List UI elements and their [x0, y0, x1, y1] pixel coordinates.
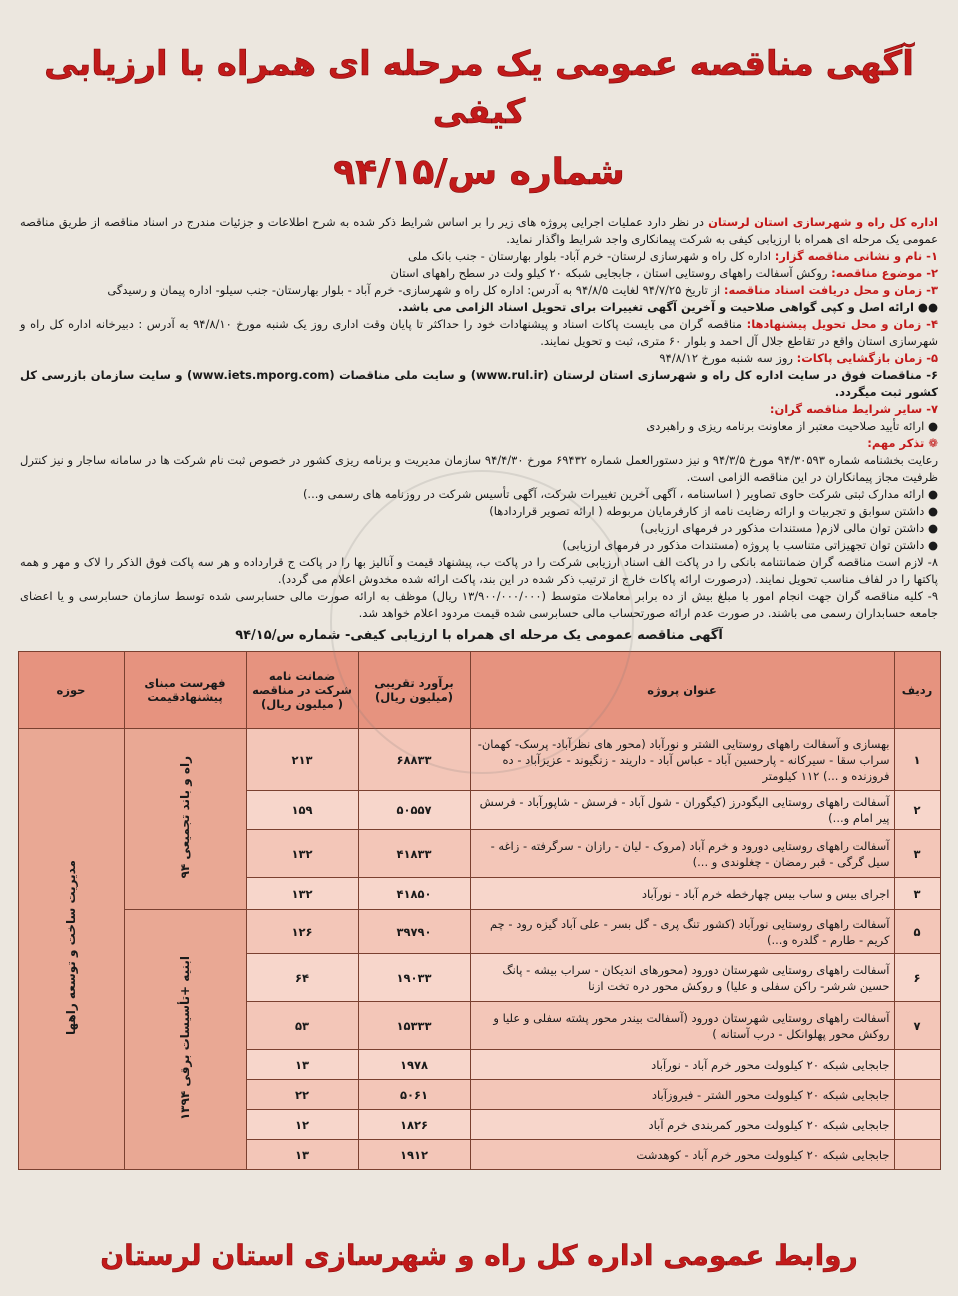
row-number: ۷: [894, 1002, 940, 1050]
item-2-label: ۲- موضوع مناقصه:: [831, 266, 938, 280]
estimate-value: ۱۹۰۳۳: [358, 954, 470, 1002]
item-3-text: از تاریخ ۹۴/۷/۲۵ لغایت ۹۴/۸/۵ به آدرس: اداره کل راه و شهرسازی- خرم آباد - بلوار بهارستان- جنب سیلو- اداره پیمان و رسیدگی: [107, 283, 724, 297]
project-name: آسفالت راههای روستایی دورود و خرم آباد (مروک - لیان - رازان - سرگرفته - زاغه - سیل گرگی - قبر رمضان - چغلوندی و ...): [470, 830, 894, 878]
row-number: [894, 1110, 940, 1140]
notice-body: [12, 214, 946, 622]
item-6: [20, 367, 938, 401]
project-name: بهسازی و آسفالت راههای روستایی الشتر و نورآباد (محور های نظرآباد- پرسک- کهمان- سراب سقا - سیرکانه - پارحسین آباد - عباس آباد - داریند - زنگیوند - عزیزآباد - ده فروزنده و ...) ۱۱۲ کیلومتر: [470, 729, 894, 791]
reminder-bullet-1: ● ارائه مدارک ثبتی شرکت حاوی تصاویر ( اساسنامه ، آگهی آخرین تغییرات شرکت، آگهی تأسیس شرکت در روزنامه های رسمی و...): [302, 487, 938, 501]
area-cell: [18, 729, 124, 1170]
estimate-value: ۳۹۷۹۰: [358, 910, 470, 954]
guarantee-value: ۱۲: [246, 1110, 358, 1140]
estimate-value: ۵۰۵۵۷: [358, 791, 470, 830]
item-1-label: ۱- نام و نشانی مناقصه گزار:: [774, 249, 938, 263]
estimate-value: ۶۸۸۳۳: [358, 729, 470, 791]
notice-number: شماره س/۹۴/۱۵: [333, 152, 625, 193]
intro-paragraph: [20, 214, 938, 248]
item-5-label: ۵- زمان بازگشایی پاکات:: [796, 351, 938, 365]
item-3-note-bullet: ●●: [913, 300, 938, 314]
project-name: اجرای بیس و ساب بیس چهارخطه خرم آباد - نورآباد: [470, 878, 894, 910]
item-4-text: مناقصه گران می بایست پاکات اسناد و پیشنهادات خود را حداکثر تا پایان وقت اداری روز یک شنبه مورخ ۹۴/۸/۱۰ به آدرس : دبیرخانه اداره کل راه و شهرسازی استان واقع در تقاطع جلال آل احمد و بلوار ۶۰ متری، ثبت و تحویل نمایند.: [20, 317, 938, 348]
project-name: جابجایی شبکه ۲۰ کیلوولت محور الشتر - فیروزآباد: [470, 1080, 894, 1110]
item-4: [20, 316, 938, 350]
item-8: ۸- لازم است مناقصه گران ضمانتنامه بانکی را در پاکت الف اسناد ارزیابی شرکت را در پاکت ب، پیشنهاد قیمت و آنالیز بها را در پاکت ج قرارداده و هر سه پاکت فوق الذکر را لاک و مهر و همه پاکتها را در لفاف مناسب تحویل نمایند. (درصورت ارائه پاکات خارج از ترتیب ذکر شده در این بند، پاکت ارائه شده مخدوش اعلام می گردد).: [20, 555, 938, 586]
item-6-url-1: (www.rul.ir): [470, 368, 549, 382]
estimate-value: ۱۹۱۲: [358, 1140, 470, 1170]
header-guarantee: ضمانت نامه شرکت در مناقصه ( میلیون ریال): [246, 652, 358, 729]
item-6-text-b: و سایت ملی مناقصات: [334, 368, 471, 382]
guarantee-value: ۵۳: [246, 1002, 358, 1050]
project-name: آسفالت راههای روستایی الیگودرز (کیگوران - شول آباد - فرسش - شاپورآباد - فرسش پیر امام و...): [470, 791, 894, 830]
header-estimate: برآورد تقریبی (میلیون ریال): [358, 652, 470, 729]
header-price-list: فهرست مبنای پیشنهادقیمت: [124, 652, 246, 729]
estimate-value: ۴۱۸۵۰: [358, 878, 470, 910]
item-6-url-2: (www.iets.mporg.com): [187, 368, 335, 382]
item-3-note-text: ارائه اصل و کپی گواهی صلاحیت و آخرین آگهی تغییرات برای تحویل اسناد الزامی می باشد.: [397, 300, 914, 314]
guarantee-value: ۱۳: [246, 1140, 358, 1170]
item-7: ۷- سایر شرایط مناقصه گران:: [769, 402, 938, 416]
item-2: [20, 265, 938, 282]
item-6-text-a: ۶- مناقصات فوق در سایت اداره کل راه و شهرسازی استان لرستان: [548, 368, 939, 382]
table-header-row: [18, 652, 940, 729]
item-3: [20, 282, 938, 299]
reminder-text: رعایت بخشنامه شماره ۹۴/۳۰۵۹۳ مورخ ۹۴/۳/۵ و نیز دستورالعمل شماره ۶۹۴۳۲ مورخ ۹۴/۴/۳۰ سازمان مدیریت و برنامه ریزی کشور در خصوص ثبت نام شرکت ها در سامانه ساجار و نیز کنترل ظرفیت مجاز پیمانکاران در این مناقصه الزامی است.: [20, 453, 939, 484]
guarantee-value: ۱۳۲: [246, 830, 358, 878]
project-name: جابجایی شبکه ۲۰ کیلوولت محور خرم آباد - کوهدشت: [470, 1140, 894, 1170]
row-number: ۵: [894, 910, 940, 954]
guarantee-value: ۱۲۶: [246, 910, 358, 954]
item-5: [20, 350, 938, 367]
item-5-text: روز سه شنبه مورخ ۹۴/۸/۱۲: [659, 351, 797, 365]
footer-public-relations: روابط عمومی اداره کل راه و شهرسازی استان لرستان: [100, 1239, 858, 1272]
row-number: [894, 1080, 940, 1110]
guarantee-value: ۲۱۳: [246, 729, 358, 791]
row-number: ۲: [894, 791, 940, 830]
row-number: ۳: [894, 830, 940, 878]
reminder-bullet-3: ● داشتن توان مالی لازم( مستندات مذکور در فرمهای ارزیابی): [640, 521, 938, 535]
row-number: [894, 1050, 940, 1080]
notice-title: آگهی مناقصه عمومی یک مرحله ای همراه با ارزیابی کیفی: [44, 44, 914, 132]
project-name: آسفالت راههای روستایی شهرستان دورود (محورهای اندیکان - سراب بیشه - پانگ حسین شرشر- راکن سفلی و علیا) و روکش محور دره تخت ازنا: [470, 954, 894, 1002]
row-number: ۱: [894, 729, 940, 791]
item-9: ۹- کلیه مناقصه گران جهت انجام امور با مبلغ بیش از ده برابر معاملات متوسط (۱۳/۹۰۰/۰۰۰/۰۰۰ ریال) موظف به ارائه صورت مالی حسابرسی شده توسط سازمان حسابرسی و یا اعضای جامعه حسابداران رسمی می باشند. در صورت عدم ارائه صورتحساب مالی حسابرسی شده قیمت مردود اعلام خواهد شد.: [20, 589, 939, 620]
header-row-number: ردیف: [894, 652, 940, 729]
item-3-note: [20, 299, 938, 316]
price-list-group-1: [124, 729, 246, 910]
project-name: جابجایی شبکه ۲۰ کیلوولت محور کمربندی خرم آباد: [470, 1110, 894, 1140]
reminder-label: ❁ تذکر مهم:: [867, 436, 938, 450]
row-number: ۳: [894, 878, 940, 910]
item-1-text: اداره کل راه و شهرسازی لرستان- خرم آباد- بلوار بهارستان - جنب بانک ملی: [408, 249, 775, 263]
intro-org: اداره کل راه و شهرسازی استان لرستان: [708, 215, 938, 229]
projects-table: [18, 651, 941, 1170]
header-area: حوزه: [18, 652, 124, 729]
header-project-name: عنوان پروژه: [470, 652, 894, 729]
reminder-bullet-4: ● داشتن توان تجهیزاتی متناسب با پروژه (مستندات مذکور در فرمهای ارزیابی): [562, 538, 938, 552]
reminder-bullet-2: ● داشتن سوابق و تجربیات و ارائه رضایت نامه از کارفرمایان مربوطه ( ارائه تصویر قراردادها): [489, 504, 938, 518]
row-number: [894, 1140, 940, 1170]
table-row: [18, 910, 940, 954]
price-list-group-1-label: راه و باند تجمیعی ۹۴: [178, 756, 192, 879]
project-name: آسفالت راههای روستایی شهرستان دورود (آسفالت بیندر محور پشته سفلی و علیا و روکش محور پهلوانکل - درب آستانه ): [470, 1002, 894, 1050]
project-name: جابجایی شبکه ۲۰ کیلوولت محور خرم آباد - نورآباد: [470, 1050, 894, 1080]
row-number: ۶: [894, 954, 940, 1002]
guarantee-value: ۲۲: [246, 1080, 358, 1110]
guarantee-value: ۶۴: [246, 954, 358, 1002]
item-6-text-c: و سایت سازمان بازرسی کل کشور ثبت میگردد.: [20, 368, 938, 399]
estimate-value: ۱۵۳۳۳: [358, 1002, 470, 1050]
estimate-value: ۴۱۸۳۳: [358, 830, 470, 878]
item-4-label: ۴- زمان و محل تحویل پیشنهادها:: [746, 317, 938, 331]
estimate-value: ۵۰۶۱: [358, 1080, 470, 1110]
price-list-group-2: [124, 910, 246, 1170]
guarantee-value: ۱۳۲: [246, 878, 358, 910]
price-list-group-2-label: ابنیه +تأسیسات برقی ۱۳۹۴: [178, 955, 192, 1121]
item-1: [20, 248, 938, 265]
table-row: [18, 729, 940, 791]
estimate-value: ۱۸۲۶: [358, 1110, 470, 1140]
item-7-line: ● ارائه تأیید صلاحیت معتبر از معاونت برنامه ریزی و راهبردی: [646, 419, 938, 433]
area-label: مدیریت ساخت و توسعه راهها: [64, 859, 78, 1036]
guarantee-value: ۱۳: [246, 1050, 358, 1080]
intro-text: در نظر دارد عملیات اجرایی پروژه های زیر را بر اساس شرایط ذکر شده به شرح اطلاعات و جزئیات مندرج در اسناد مناقصه از طریق مناقصه عمومی یک مرحله ای همراه با ارزیابی کیفی به شرکت پیمانکاری واجد شرایط واگذار نماید.: [20, 215, 938, 246]
guarantee-value: ۱۵۹: [246, 791, 358, 830]
project-name: آسفالت راههای روستایی نورآباد (کشور تنگ پری - گل بسر - علی آباد گیزه رود - چم کریم - طارم - گلدره و...): [470, 910, 894, 954]
table-title: آگهی مناقصه عمومی یک مرحله ای همراه با ارزیابی کیفی- شماره س/۹۴/۱۵: [235, 628, 723, 643]
estimate-value: ۱۹۷۸: [358, 1050, 470, 1080]
item-2-text: روکش آسفالت راههای روستایی استان ، جابجایی شبکه ۲۰ کیلو ولت در سطح راههای استان: [390, 266, 832, 280]
item-3-label: ۳- زمان و محل دریافت اسناد مناقصه:: [723, 283, 938, 297]
